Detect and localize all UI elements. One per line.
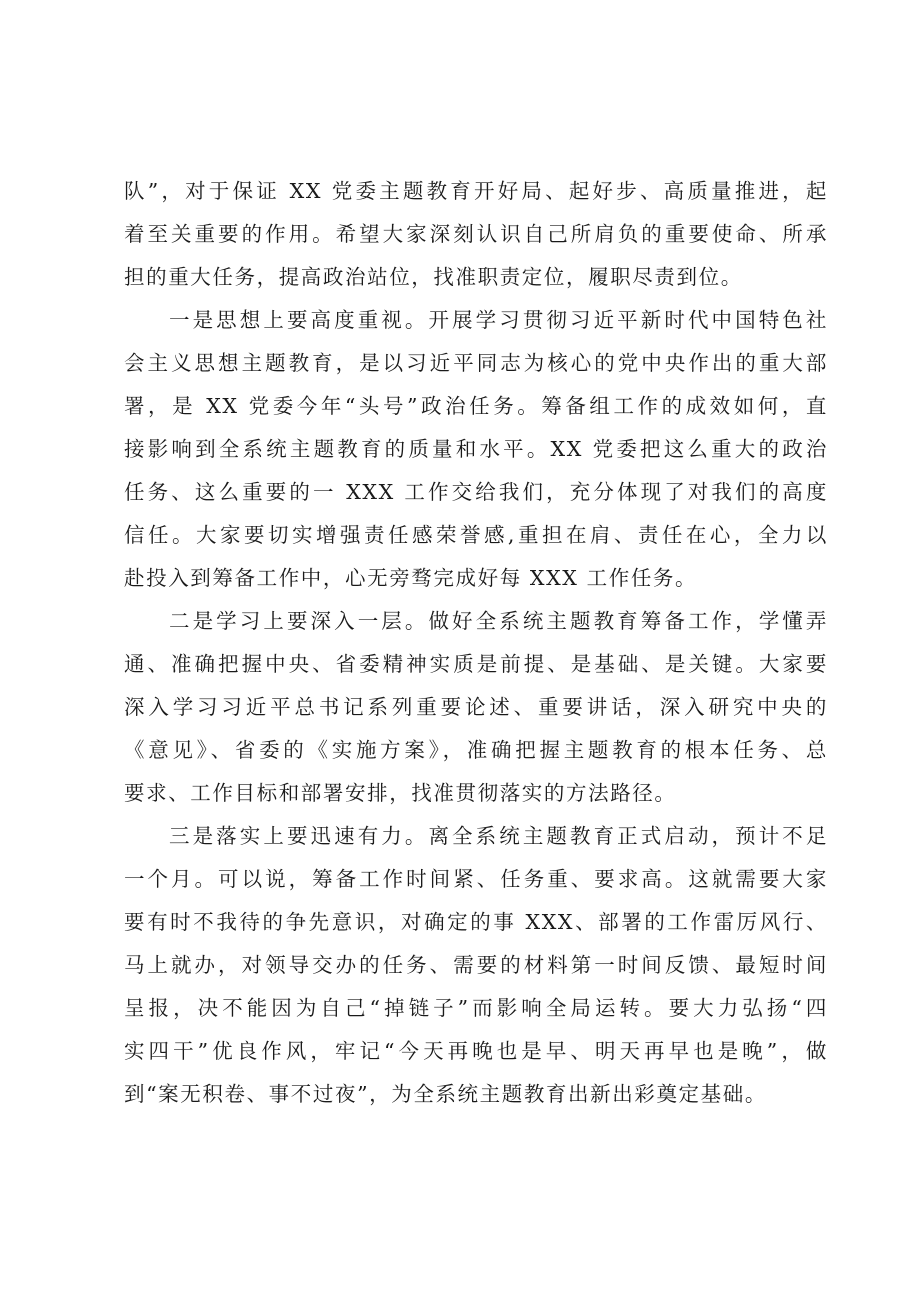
text-line: 要求、工作目标和部署安排，找准贯彻落实的方法路径。 [124,781,677,805]
text-line: 《意见》、省委的《实施方案》，准确把握主题教育的根本任务、总 [124,738,828,762]
paragraph-first-line: 一是思想上要高度重视。开展学习贯彻习近平新时代中国特色社 [169,308,828,332]
text-line: 着至关重要的作用。希望大家深刻认识自己所肩负的重要使命、所承 [124,222,828,246]
text-line: 信任。大家要切实增强责任感荣誉感,重担在肩、责任在心，全力以 [124,523,828,547]
text-line: 赴投入到筹备工作中，心无旁骛完成好每 XXX 工作任务。 [124,566,698,590]
text-line: 马上就办，对领导交办的任务、需要的材料第一时间反馈、最短时间 [124,953,828,977]
text-line: 深入学习习近平总书记系列重要论述、重要讲话，深入研究中央的 [124,695,828,719]
text-line: 担的重大任务，提高政治站位，找准职责定位，履职尽责到位。 [124,265,743,289]
paragraph-first-line: 三是落实上要迅速有力。离全系统主题教育正式启动，预计不足 [169,824,828,848]
text-line: 呈报，决不能因为自己“掉链子”而影响全局运转。要大力弘扬“四 [124,996,828,1020]
text-line: 一个月。可以说，筹备工作时间紧、任务重、要求高。这就需要大家 [124,867,828,891]
text-line: 通、准确把握中央、省委精神实质是前提、是基础、是关键。大家要 [124,652,828,676]
text-line: 任务、这么重要的一 XXX 工作交给我们，充分体现了对我们的高度 [124,480,828,504]
text-line: 接影响到全系统主题教育的质量和水平。XX 党委把这么重大的政治 [124,437,828,461]
document-body [124,170,828,1116]
text-line: 实四干”优良作风，牢记“今天再晚也是早、明天再早也是晚”，做 [124,1039,828,1063]
text-line: 要有时不我待的争先意识，对确定的事 XXX、部署的工作雷厉风行、 [124,910,828,934]
text-line: 队”，对于保证 XX 党委主题教育开好局、起好步、高质量推进，起 [124,179,828,203]
paragraph-first-line: 二是学习上要深入一层。做好全系统主题教育筹备工作，学懂弄 [169,609,828,633]
text-line: 署，是 XX 党委今年“头号”政治任务。筹备组工作的成效如何，直 [124,394,828,418]
text-line: 到“案无积卷、事不过夜”，为全系统主题教育出新出彩奠定基础。 [124,1082,767,1106]
text-line: 会主义思想主题教育，是以习近平同志为核心的党中央作出的重大部 [124,351,828,375]
